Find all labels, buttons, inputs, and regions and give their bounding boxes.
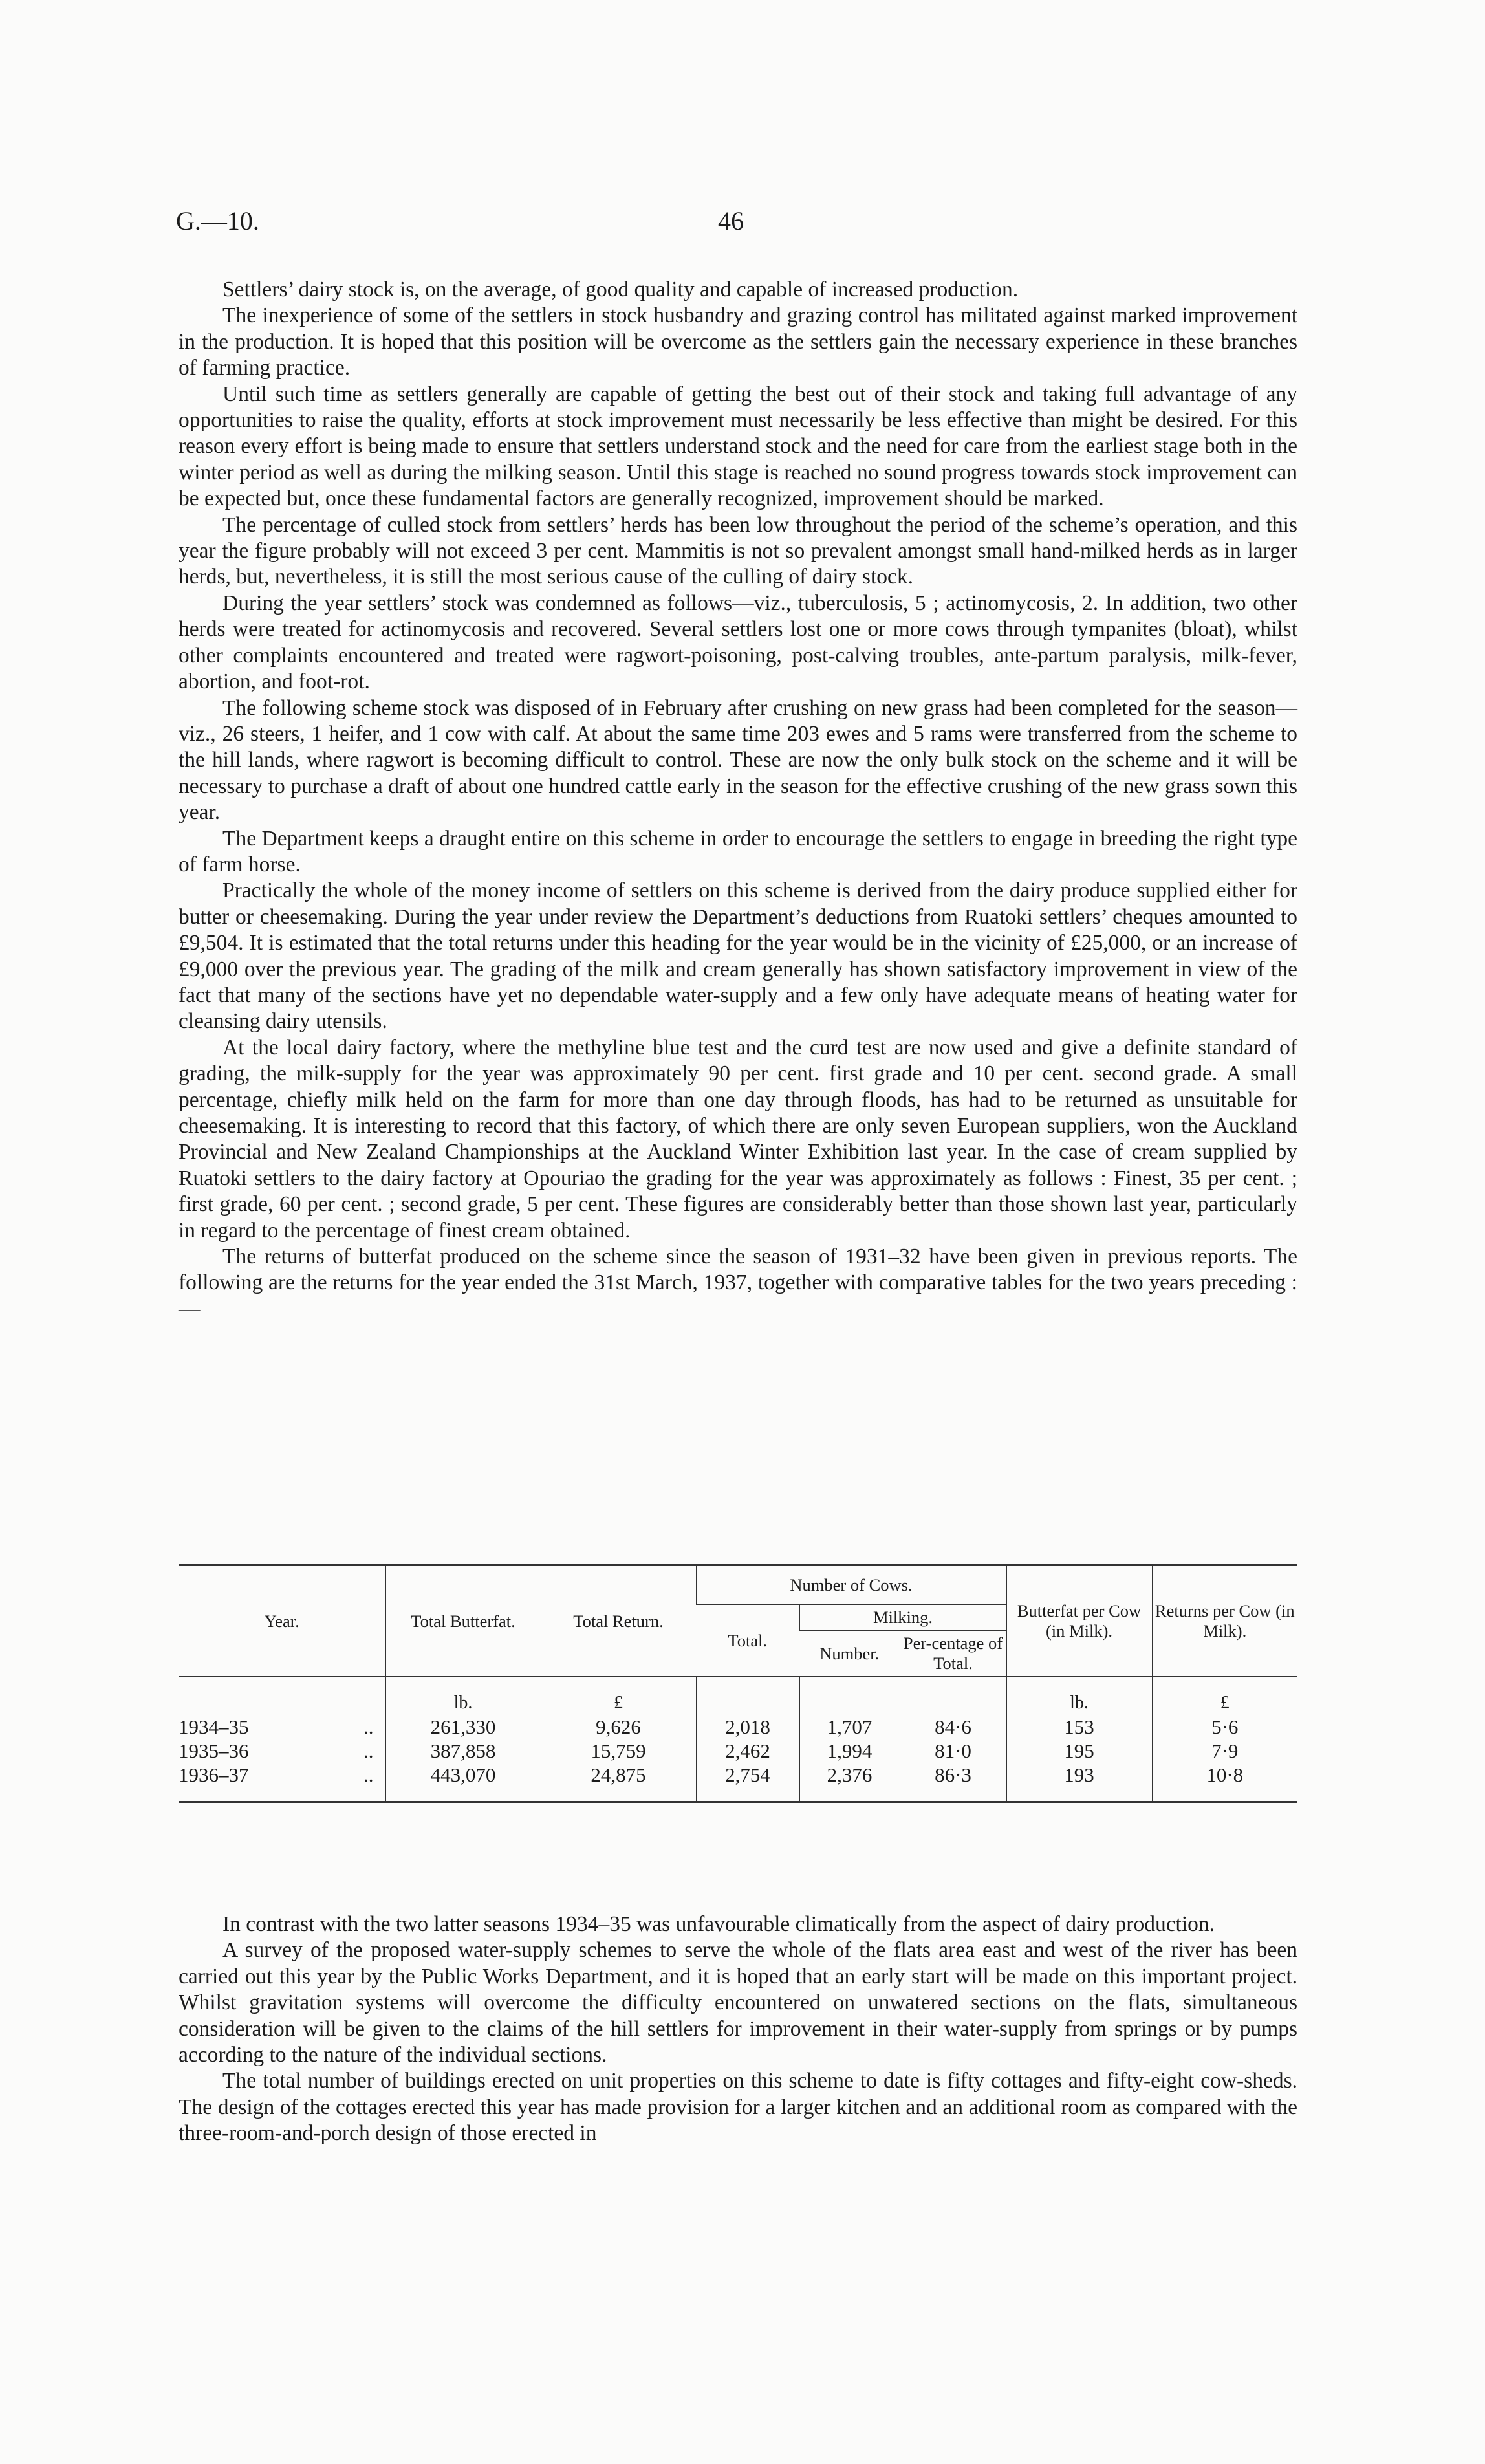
percentage-cell: 81·0	[900, 1739, 1006, 1763]
butterfat-per-cow-cell: 195	[1006, 1739, 1152, 1763]
year-cell: 1936–37	[179, 1763, 249, 1786]
leader-dots: ..	[363, 1739, 374, 1762]
total-cows-cell: 2,754	[696, 1763, 799, 1802]
paragraph: Until such time as settlers generally are capable of getting the best out of their stock and taking full advantage of any opportunities to raise the quality, efforts at stock improvement must necessarily be less effective than might be desired. For this reason every effort is being made to ensure that settlers understand stock and the need for care from the earliest stage both in the winter period as well as during the milking season. Until this stage is reached no sound progress towards stock improvement can be expected but, once these fundamental factors are generally recognized, improvement should be marked.	[179, 382, 1297, 511]
butterfat-cell: 261,330	[385, 1715, 541, 1739]
butterfat-per-cow-cell: 193	[1006, 1763, 1152, 1802]
paragraph: The Department keeps a draught entire on this scheme in order to encourage the settlers to engage in breeding the right type of farm horse.	[179, 826, 1297, 877]
header-total-cows: Total.	[696, 1605, 799, 1677]
unit-butterfat-per-cow: lb.	[1006, 1677, 1152, 1716]
returns-per-cow-cell: 10·8	[1152, 1763, 1297, 1802]
butterfat-cell: 443,070	[385, 1763, 541, 1802]
table-row	[179, 1715, 1297, 1739]
page-number: 46	[718, 206, 744, 235]
leader-dots: ..	[363, 1716, 374, 1738]
paragraph: In contrast with the two latter seasons 1934–35 was unfavourable climatically from the aspect of dairy production.	[222, 1912, 1215, 1936]
paragraph: The returns of butterfat produced on the scheme since the season of 1931–32 have been given in previous reports. The following are the returns for the year ended the 31st March, 1937, together with comparative tables for the two years preceding :—	[179, 1245, 1297, 1321]
milking-number-cell: 2,376	[799, 1763, 900, 1802]
header-year: Year.	[179, 1565, 385, 1677]
total-cows-cell: 2,018	[696, 1715, 799, 1739]
unit-total-return: £	[541, 1677, 696, 1716]
butterfat-cell: 387,858	[385, 1739, 541, 1763]
header-number-of-cows: Number of Cows.	[696, 1565, 1006, 1605]
units-row	[179, 1677, 1297, 1716]
header-total-butterfat: Total Butterfat.	[385, 1565, 541, 1677]
paragraph: The total number of buildings erected on unit properties on this scheme to date is fifty cottages and fifty-eight cow-sheds. The design of the cottages erected this year has made provision for a larger kitchen and an additional room as compared with the three-room-and-porch design of those erected in	[179, 2069, 1297, 2146]
table-row	[179, 1739, 1297, 1763]
butterfat-returns-table-container	[179, 1564, 1297, 1803]
total-return-cell: 15,759	[541, 1739, 696, 1763]
total-return-cell: 24,875	[541, 1763, 696, 1802]
milking-number-cell: 1,707	[799, 1715, 900, 1739]
unit-returns-per-cow: £	[1152, 1677, 1297, 1716]
returns-per-cow-cell: 7·9	[1152, 1739, 1297, 1763]
returns-per-cow-cell: 5·6	[1152, 1715, 1297, 1739]
total-cows-cell: 2,462	[696, 1739, 799, 1763]
milking-number-cell: 1,994	[799, 1739, 900, 1763]
butterfat-returns-table	[179, 1564, 1297, 1803]
paragraph: The following scheme stock was disposed of in February after crushing on new grass had been completed for the season—viz., 26 steers, 1 heifer, and 1 cow with calf. At about the same time 203 ewes and 5 rams were transferred from the scheme to the hill lands, where ragwort is becoming difficult to control. These are now the only bulk stock on the scheme and it will be necessary to purchase a draft of about one hundred cattle early in the season for the effective crushing of the new grass sown this year.	[179, 695, 1297, 825]
body-text-after-table	[179, 1912, 1297, 2147]
paragraph: A survey of the proposed water-supply schemes to serve the whole of the flats area east and west of the river has been carried out this year by the Public Works Department, and it is hoped that an early start will be made on this important project. Whilst gravitation systems will overcome the difficulty encountered on unwatered sections on the flats, simultaneous consideration will be given to the claims of the hill settlers for improvement in their water-supply from springs or by pumps according to the nature of the individual sections.	[179, 1938, 1297, 2067]
table-row	[179, 1763, 1297, 1802]
body-text-before-table	[179, 277, 1297, 1322]
paragraph: During the year settlers’ stock was condemned as follows—viz., tuberculosis, 5 ; actinomycosis, 2. In addition, two other herds were treated for actinomycosis and recovered. Several settlers lost one or more cows through tympanites (bloat), whilst other complaints encountered and treated were ragwort-poisoning, post-calving troubles, ante-partum paralysis, milk-fever, abortion, and foot-rot.	[179, 591, 1297, 694]
header-butterfat-per-cow: Butterfat per Cow (in Milk).	[1006, 1565, 1152, 1677]
paragraph: Practically the whole of the money income of settlers on this scheme is derived from the dairy produce supplied either for butter or cheesemaking. During the year under review the Department’s deductions from Ruatoki settlers’ cheques amounted to £9,504. It is estimated that the total returns under this heading for the year would be in the vicinity of £25,000, or an increase of £9,000 over the previous year. The grading of the milk and cream generally has shown satisfactory improvement in view of the fact that many of the sections have yet no dependable water-supply and a few only have adequate means of heating water for cleansing dairy utensils.	[179, 878, 1297, 1034]
header-returns-per-cow: Returns per Cow (in Milk).	[1152, 1565, 1297, 1677]
unit-butterfat: lb.	[385, 1677, 541, 1716]
header-total-return: Total Return.	[541, 1565, 696, 1677]
percentage-cell: 86·3	[900, 1763, 1006, 1802]
page-header	[176, 206, 1301, 245]
header-percentage-of-total: Per-centage of Total.	[900, 1631, 1006, 1677]
document-reference: G.—10.	[176, 206, 259, 235]
header-milking-number: Number.	[799, 1631, 900, 1677]
butterfat-per-cow-cell: 153	[1006, 1715, 1152, 1739]
paragraph: Settlers’ dairy stock is, on the average, of good quality and capable of increased production.	[222, 278, 1019, 301]
paragraph: The inexperience of some of the settlers in stock husbandry and grazing control has militated against marked improvement in the production. It is hoped that this position will be overcome as the settlers gain the necessary experience in these branches of farming practice.	[179, 303, 1297, 380]
year-cell: 1934–35	[179, 1716, 249, 1738]
percentage-cell: 84·6	[900, 1715, 1006, 1739]
paragraph: The percentage of culled stock from settlers’ herds has been low throughout the period of the scheme’s operation, and this year the figure probably will not exceed 3 per cent. Mammitis is not so prevalent amongst small hand-milked herds as in larger herds, but, nevertheless, it is still the most serious cause of the culling of dairy stock.	[179, 512, 1297, 589]
total-return-cell: 9,626	[541, 1715, 696, 1739]
year-cell: 1935–36	[179, 1739, 249, 1762]
leader-dots: ..	[363, 1763, 374, 1786]
paragraph: At the local dairy factory, where the methyline blue test and the curd test are now used and give a definite standard of grading, the milk-supply for the year was approximately 90 per cent. first grade and 10 per cent. second grade. A small percentage, chiefly milk held on the farm for more than one day through floods, has had to be returned as unsuitable for cheesemaking. It is interesting to record that this factory, of which there are only seven European suppliers, won the Auckland Provincial and New Zealand Championships at the Auckland Winter Exhibition last year. In the case of cream supplied by Ruatoki settlers to the dairy factory at Opouriao the grading for the year was approximately as follows : Finest, 35 per cent. ; first grade, 60 per cent. ; second grade, 5 per cent. These figures are considerably better than those shown last year, particularly in regard to the percentage of finest cream obtained.	[179, 1035, 1297, 1243]
header-milking: Milking.	[799, 1605, 1006, 1631]
